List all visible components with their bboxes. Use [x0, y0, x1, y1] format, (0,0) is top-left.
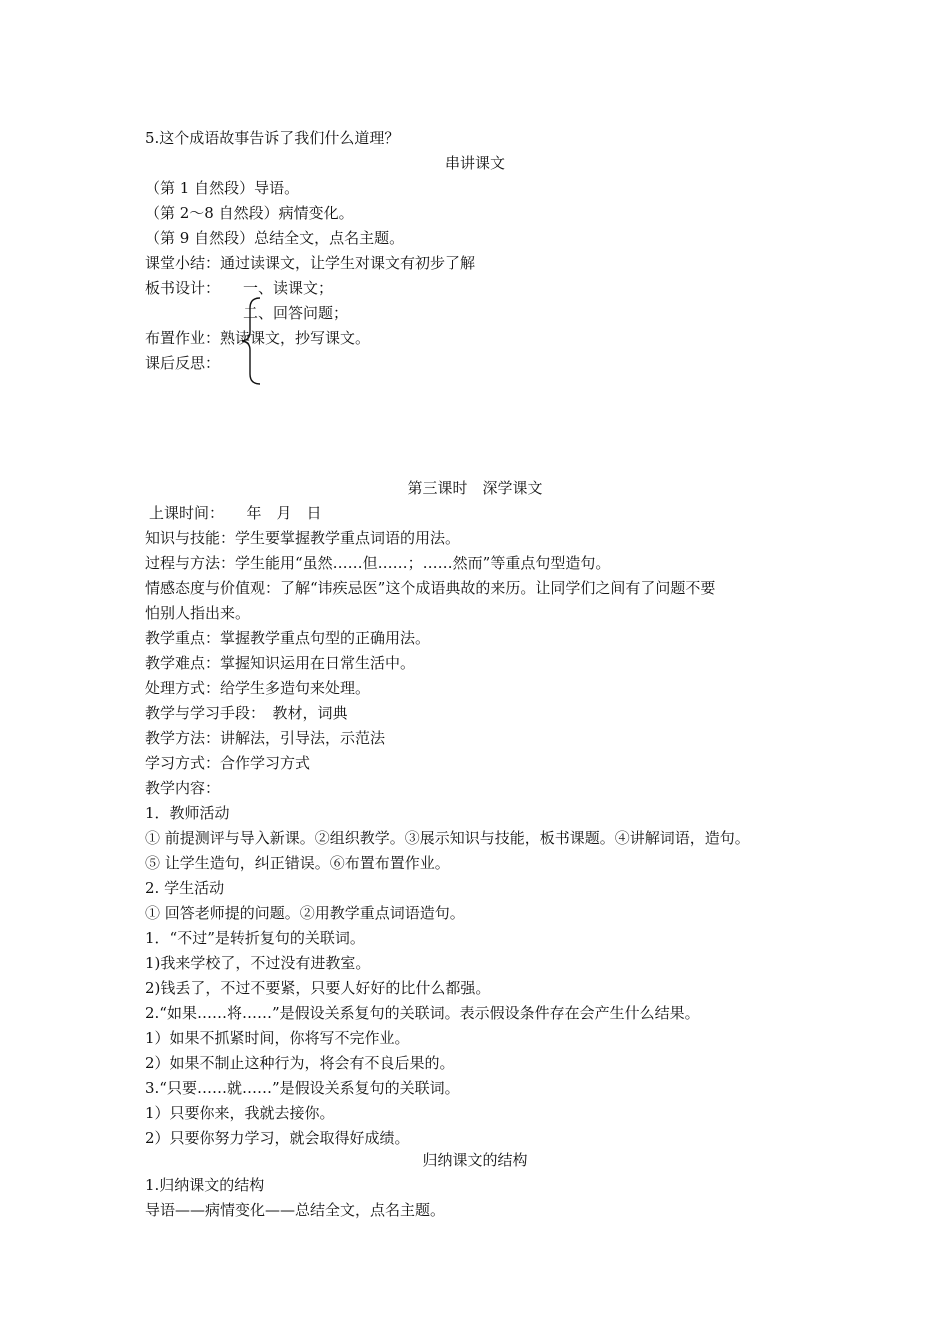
teaching-difficulty: 教学难点：掌握知识运用在日常生活中。: [145, 654, 416, 672]
teaching-content-label: 教学内容：: [145, 779, 221, 797]
teacher-activity-title: 1．教师活动: [145, 804, 230, 822]
zhiyao-example-2: 2）只要你努力学习，就会取得好成绩。: [145, 1129, 410, 1147]
board-item-1: 一、读课文；: [243, 279, 334, 297]
teacher-activity-line-2: ⑤ 让学生造句，纠正错误。⑥布置布置作业。: [145, 854, 450, 872]
ruguo-example-1: 1）如果不抓紧时间，你将写不完作业。: [145, 1029, 410, 1047]
teacher-activity-line-1: ① 前提测评与导入新课。②组织教学。③展示知识与技能，板书课题。④讲解词语，造句。: [145, 829, 750, 847]
teaching-means: 教学与学习手段： 教材，词典: [145, 704, 348, 722]
buguo-rule: 1．“不过”是转折复句的关联词。: [145, 929, 365, 947]
paragraph-2-8-note: （第 2～8 自然段）病情变化。: [145, 204, 354, 222]
handling-method: 处理方式：给学生多造句来处理。: [145, 679, 371, 697]
knowledge-skills: 知识与技能：学生要掌握教学重点词语的用法。: [145, 529, 461, 547]
class-summary: 课堂小结：通过读课文，让学生对课文有初步了解: [145, 254, 476, 272]
section-heading-third-lesson: 第三课时 深学课文: [407, 479, 543, 497]
buguo-example-2: 2)钱丢了，不过不要紧，只要人好好的比什么都强。: [145, 979, 491, 997]
zhiyao-example-1: 1）只要你来，我就去接你。: [145, 1104, 335, 1122]
ruguo-rule: 2.“如果……将……”是假设关系复句的关联词。表示假设条件存在会产生什么结果。: [145, 1004, 700, 1022]
class-time: 上课时间： 年 月 日: [149, 504, 322, 522]
student-activity-line-1: ① 回答老师提的问题。②用教学重点词语造句。: [145, 904, 465, 922]
question-5: 5.这个成语故事告诉了我们什么道理？: [145, 129, 400, 147]
curly-brace-icon: [236, 296, 262, 386]
reflection: 课后反思：: [145, 354, 221, 372]
ruguo-example-2: 2）如果不制止这种行为，将会有不良后果的。: [145, 1054, 455, 1072]
paragraph-9-note: （第 9 自然段）总结全文，点名主题。: [145, 229, 405, 247]
zhiyao-rule: 3.“只要……就……”是假设关系复句的关联词。: [145, 1079, 460, 1097]
homework: 布置作业：熟读课文，抄写课文。: [145, 329, 371, 347]
emotion-values-line-1: 情感态度与价值观：了解“讳疾忌医”这个成语典故的来历。让同学们之间有了问题不要: [145, 579, 716, 597]
teaching-key-point: 教学重点：掌握教学重点句型的正确用法。: [145, 629, 431, 647]
learning-style: 学习方式：合作学习方式: [145, 754, 311, 772]
buguo-example-1: 1)我来学校了，不过没有进教室。: [145, 954, 371, 972]
structure-text: 导语——病情变化——总结全文，点名主题。: [145, 1201, 446, 1219]
student-activity-title: 2. 学生活动: [145, 879, 225, 897]
board-design-label: 板书设计：: [145, 279, 221, 297]
board-item-2: 二、回答问题；: [243, 304, 349, 322]
emotion-values-line-2: 怕别人指出来。: [145, 604, 251, 622]
teaching-method: 教学方法：讲解法，引导法，示范法: [145, 729, 386, 747]
structure-title: 1.归纳课文的结构: [145, 1176, 265, 1194]
process-method: 过程与方法：学生能用“虽然……但……；……然而”等重点句型造句。: [145, 554, 611, 572]
section-heading-structure: 归纳课文的结构: [422, 1151, 528, 1169]
section-heading-lecture: 串讲课文: [444, 154, 505, 172]
paragraph-1-note: （第 1 自然段）导语。: [145, 179, 300, 197]
